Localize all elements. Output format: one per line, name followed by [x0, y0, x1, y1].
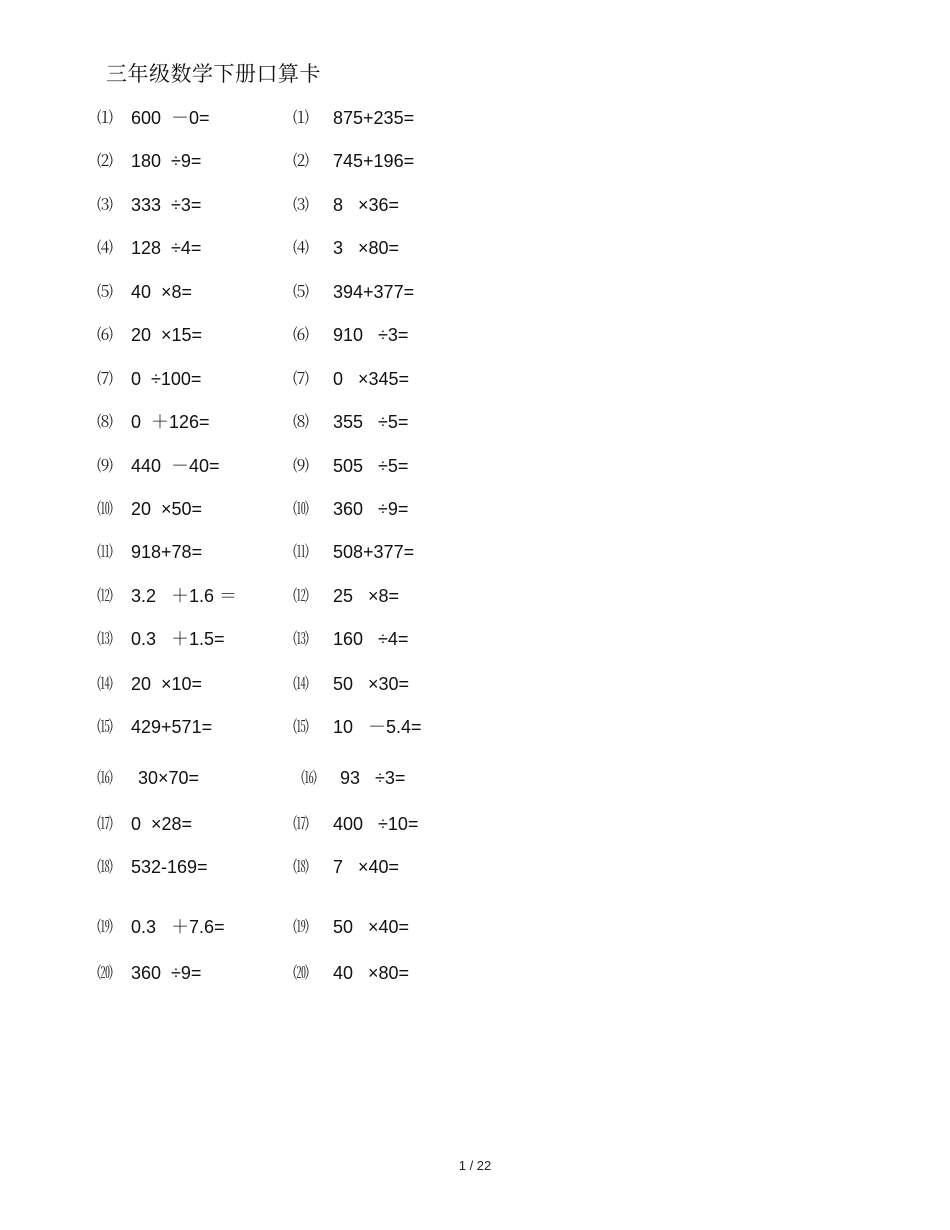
problem-number: ⒂ — [97, 717, 113, 736]
problem-expression: 0 ＋126= — [131, 412, 210, 432]
problem-row — [0, 584, 950, 608]
page-number: 1 / 22 — [458, 1158, 492, 1173]
problem-number: ⑻ — [97, 412, 113, 431]
problem-number: ⒀ — [97, 629, 113, 648]
problem-number: ⑻ — [293, 412, 309, 431]
problem-expression: 400 ÷10= — [333, 814, 419, 834]
problem-expression: 40 ×80= — [333, 963, 410, 983]
problem-expression: 128 ÷4= — [131, 238, 202, 258]
problem-row — [0, 540, 950, 564]
problem-number: ⑸ — [97, 282, 113, 301]
problem-row — [0, 915, 950, 939]
problem-expression: 180 ÷9= — [131, 151, 202, 171]
problem-number: ⑹ — [293, 325, 309, 344]
problem-number: ⑺ — [97, 369, 113, 388]
problem-expression: 3 ×80= — [333, 238, 400, 258]
problem-number: ⒆ — [97, 917, 113, 936]
problem-expression: 0.3 ＋7.6= — [131, 917, 225, 937]
problem-expression: 0 ÷100= — [131, 369, 202, 389]
problem-number: ⑿ — [293, 586, 309, 605]
problem-number: ⑼ — [293, 456, 309, 475]
problem-row — [0, 715, 950, 739]
problem-row — [0, 627, 950, 651]
problem-expression: 20 ×50= — [131, 499, 203, 519]
problem-row — [0, 812, 950, 836]
problem-row — [0, 672, 950, 696]
problem-number: ⑷ — [293, 238, 309, 257]
problem-row — [0, 236, 950, 260]
problem-number: ⑺ — [293, 369, 309, 388]
problem-expression: 394+377= — [333, 282, 415, 302]
problem-expression: 875+235= — [333, 108, 415, 128]
problem-number: ⒁ — [97, 674, 113, 693]
problem-number: ⑶ — [97, 195, 113, 214]
problem-expression: 160 ÷4= — [333, 629, 409, 649]
problem-number: ⑶ — [293, 195, 309, 214]
problem-number: ⑸ — [293, 282, 309, 301]
problem-number: ⒇ — [293, 963, 309, 982]
page-title: 三年级数学下册口算卡 — [106, 62, 321, 86]
problem-row — [0, 106, 950, 130]
problem-number: ⑾ — [293, 542, 309, 561]
problem-number: ⒆ — [293, 917, 309, 936]
problem-expression: 440 －40= — [131, 456, 220, 476]
problem-row — [0, 280, 950, 304]
problem-expression: 0 ×28= — [131, 814, 193, 834]
problem-number: ⒂ — [293, 717, 309, 736]
problem-expression: 25 ×8= — [333, 586, 400, 606]
problem-expression: 910 ÷3= — [333, 325, 409, 345]
problem-expression: 50 ×40= — [333, 917, 410, 937]
problem-expression: 93 ÷3= — [340, 768, 406, 788]
problem-number: ⑼ — [97, 456, 113, 475]
problem-number: ⒃ — [97, 768, 113, 787]
problem-number: ⒃ — [301, 768, 317, 787]
problem-expression: 40 ×8= — [131, 282, 193, 302]
problem-row — [0, 323, 950, 347]
problem-expression: 333 ÷3= — [131, 195, 202, 215]
problem-number: ⑴ — [97, 108, 113, 127]
problem-expression: 20 ×10= — [131, 674, 203, 694]
problem-number: ⒅ — [97, 857, 113, 876]
problem-expression: 360 ÷9= — [131, 963, 202, 983]
problem-expression: 10 －5.4= — [333, 717, 422, 737]
problem-expression: 7 ×40= — [333, 857, 400, 877]
problem-number: ⑹ — [97, 325, 113, 344]
problem-expression: 508+377= — [333, 542, 415, 562]
problem-expression: 429+571= — [131, 717, 213, 737]
problem-number: ⑵ — [97, 151, 113, 170]
problem-number: ⑴ — [293, 108, 309, 127]
problem-row — [0, 766, 950, 790]
problem-row — [0, 961, 950, 985]
problem-row — [0, 410, 950, 434]
problem-number: ⒁ — [293, 674, 309, 693]
problem-row — [0, 497, 950, 521]
problem-row — [0, 855, 950, 879]
problem-expression: 20 ×15= — [131, 325, 203, 345]
problem-row — [0, 149, 950, 173]
problem-number: ⑾ — [97, 542, 113, 561]
problem-number: ⑿ — [97, 586, 113, 605]
problem-expression: 532-169= — [131, 857, 208, 877]
problem-expression: 8 ×36= — [333, 195, 400, 215]
problem-expression: 3.2 ＋1.6 ＝ — [131, 586, 238, 606]
problem-number: ⒇ — [97, 963, 113, 982]
problem-expression: 505 ÷5= — [333, 456, 409, 476]
problem-expression: 0.3 ＋1.5= — [131, 629, 225, 649]
problem-number: ⑵ — [293, 151, 309, 170]
problem-expression: 0 ×345= — [333, 369, 410, 389]
problem-number: ⑷ — [97, 238, 113, 257]
problem-number: ⑽ — [293, 499, 309, 518]
problem-number: ⒀ — [293, 629, 309, 648]
problem-expression: 745+196= — [333, 151, 415, 171]
problem-expression: 355 ÷5= — [333, 412, 409, 432]
problem-row — [0, 367, 950, 391]
problem-number: ⒄ — [97, 814, 113, 833]
problem-number: ⒄ — [293, 814, 309, 833]
problem-row — [0, 454, 950, 478]
problem-expression: 50 ×30= — [333, 674, 410, 694]
problem-expression: 600 －0= — [131, 108, 210, 128]
problem-number: ⒅ — [293, 857, 309, 876]
problem-expression: 360 ÷9= — [333, 499, 409, 519]
problem-expression: 30×70= — [138, 768, 200, 788]
problem-expression: 918+78= — [131, 542, 203, 562]
problem-number: ⑽ — [97, 499, 113, 518]
problem-row — [0, 193, 950, 217]
